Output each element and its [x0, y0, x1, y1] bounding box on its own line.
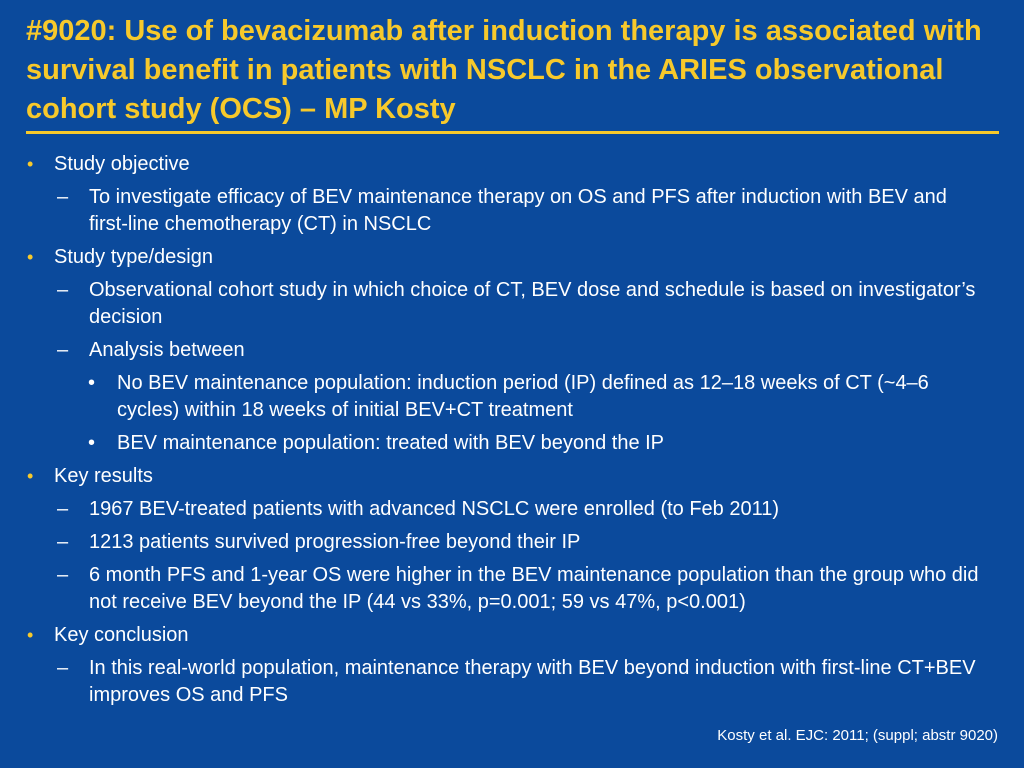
- sub-bullet-design-analysis: [0, 337, 1024, 364]
- slide-body: [0, 151, 1024, 715]
- sub-sub-bullet-text: No BEV maintenance population: induction period (IP) defined as 12–18 weeks of CT (~4–6 cycles) within 18 weeks of initial BEV+CT treatment: [117, 372, 929, 421]
- sub-bullet-text: Analysis between: [89, 339, 245, 361]
- bullet-marker: •: [27, 625, 34, 645]
- slide-title: #9020: Use of bevacizumab after induction therapy is associated with survival benefit in patients with NSCLC in the ARIES observational cohort study (OCS) – MP Kosty: [26, 15, 982, 125]
- sub-bullet-results-survived: [0, 529, 1024, 556]
- sub-bullet-results-enrolled: [0, 496, 1024, 523]
- sub-bullet-objective: [0, 184, 1024, 238]
- dash-marker: –: [57, 498, 69, 520]
- dot-marker: •: [88, 432, 96, 454]
- dash-marker: –: [57, 279, 69, 301]
- bullet-key-results: [0, 463, 1024, 490]
- sub-bullet-text: Observational cohort study in which choice of CT, BEV dose and schedule is based on investigator’s decision: [89, 279, 976, 328]
- dot-marker: •: [88, 372, 96, 394]
- sub-bullet-text: In this real-world population, maintenance therapy with BEV beyond induction with first-line CT+BEV improves OS and PFS: [89, 657, 976, 706]
- bullet-marker: •: [27, 154, 34, 174]
- bullet-study-design: [0, 244, 1024, 271]
- dash-marker: –: [57, 339, 69, 361]
- bullet-label: Key conclusion: [54, 624, 189, 646]
- bullet-label: Key results: [54, 465, 153, 487]
- dash-marker: –: [57, 564, 69, 586]
- sub-bullet-results-pfs-os: [0, 562, 1024, 616]
- sub-sub-bullet-bev: [0, 430, 1024, 457]
- dash-marker: –: [57, 186, 69, 208]
- sub-bullet-text: To investigate efficacy of BEV maintenance therapy on OS and PFS after induction with BEV and first-line chemotherapy (CT) in NSCLC: [89, 186, 947, 235]
- bullet-key-conclusion: [0, 622, 1024, 649]
- bullet-marker: •: [27, 466, 34, 486]
- sub-bullet-text: 6 month PFS and 1-year OS were higher in the BEV maintenance population than the group who did not receive BEV beyond the IP (44 vs 33%, p=0.001; 59 vs 47%, p<0.001): [89, 564, 979, 613]
- bullet-study-objective: [0, 151, 1024, 178]
- title-underline: [26, 131, 999, 134]
- bullet-marker: •: [27, 247, 34, 267]
- sub-bullet-text: 1213 patients survived progression-free beyond their IP: [89, 531, 581, 553]
- bullet-label: Study type/design: [54, 246, 213, 268]
- bullet-label: Study objective: [54, 153, 190, 175]
- sub-bullet-design-cohort: [0, 277, 1024, 331]
- sub-bullet-conclusion: [0, 655, 1024, 709]
- dash-marker: –: [57, 531, 69, 553]
- sub-sub-bullet-no-bev: [0, 370, 1024, 424]
- citation-footer: Kosty et al. EJC: 2011; (suppl; abstr 9020): [717, 727, 998, 744]
- sub-bullet-text: 1967 BEV-treated patients with advanced NSCLC were enrolled (to Feb 2011): [89, 498, 780, 520]
- sub-sub-bullet-text: BEV maintenance population: treated with BEV beyond the IP: [117, 432, 665, 454]
- dash-marker: –: [57, 657, 69, 679]
